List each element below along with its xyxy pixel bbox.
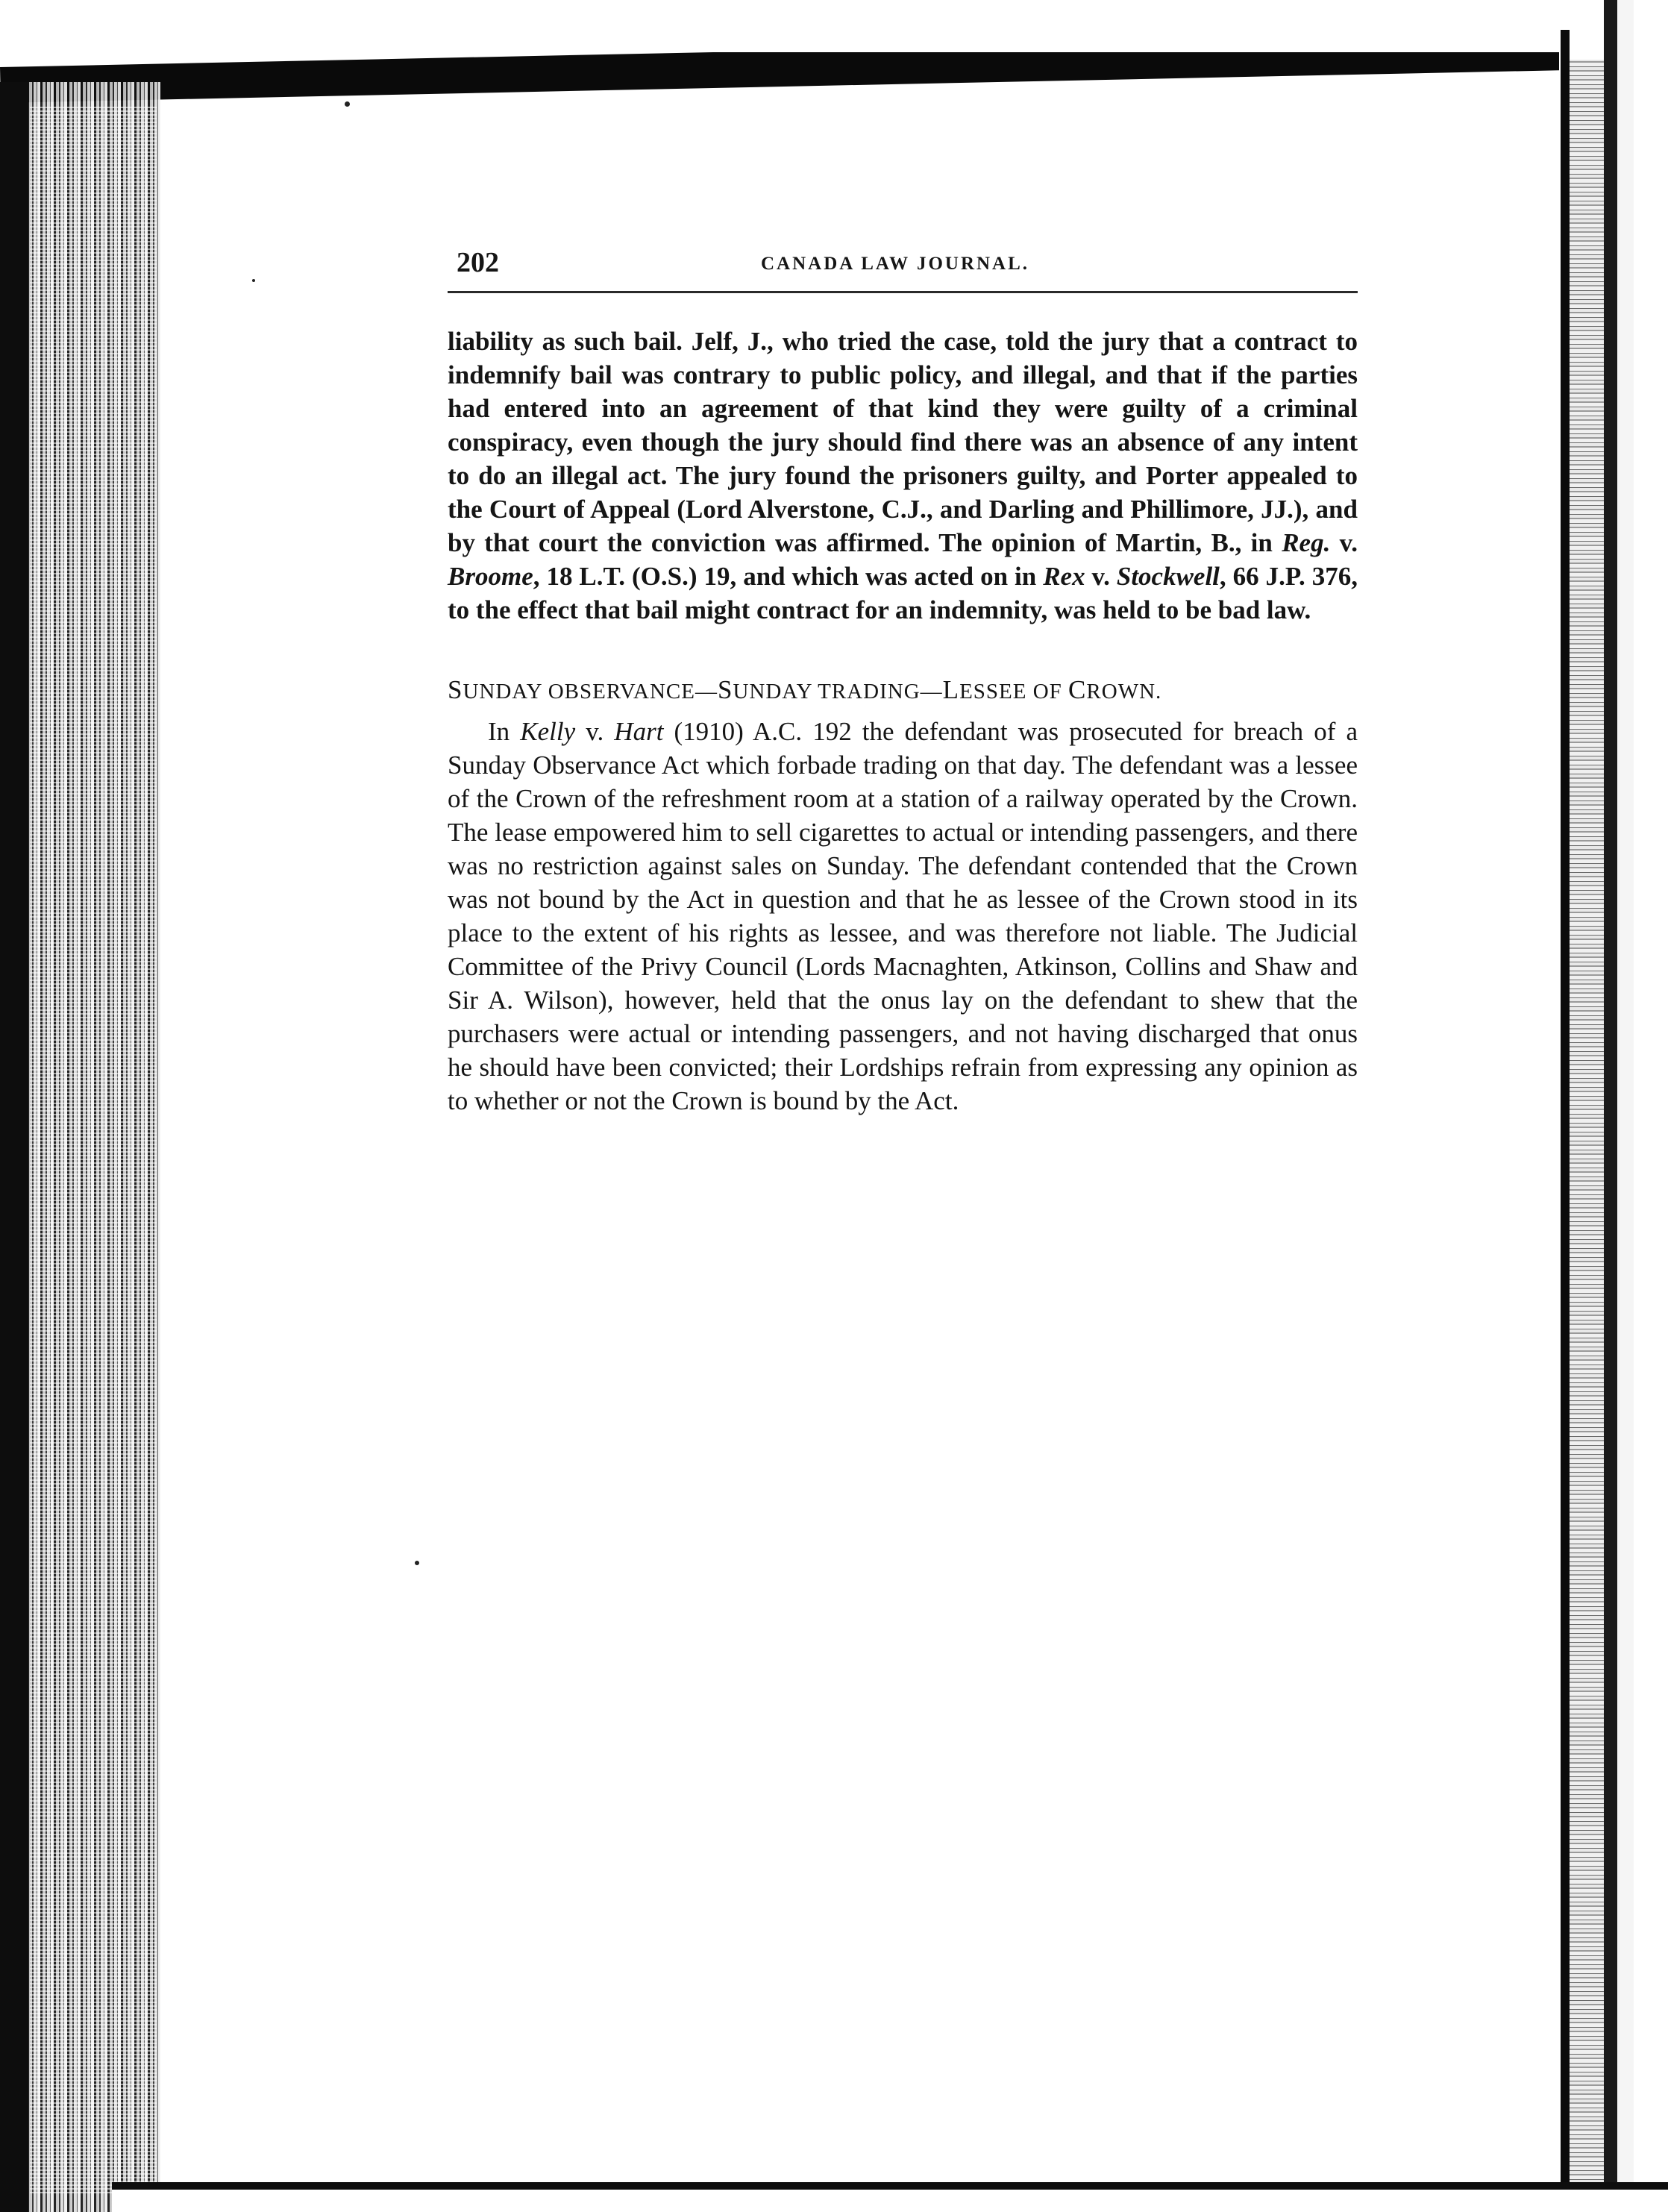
binding-texture [30, 104, 157, 2193]
heading-part: ROWN. [1086, 680, 1162, 704]
case-name: Rex [1043, 562, 1085, 591]
heading-dash: — [920, 680, 943, 704]
scan-top-margin [0, 0, 1668, 52]
heading-initial: S [448, 675, 463, 704]
speck-mark [252, 279, 255, 282]
speck-mark [415, 1561, 419, 1565]
heading-part: UNDAY TRADING [733, 680, 921, 704]
case-name: Broome [448, 562, 533, 591]
heading-initial: S [718, 675, 733, 704]
heading-initial: C [1068, 675, 1087, 704]
case-name: Kelly [520, 717, 576, 746]
case-name: Hart [614, 717, 664, 746]
paragraph-porter-case [448, 325, 1358, 627]
section-heading [448, 673, 1358, 709]
article-body [448, 325, 1358, 1118]
binding-shadow [0, 82, 28, 2212]
running-head [448, 246, 1358, 293]
journal-title: CANADA LAW JOURNAL. [761, 254, 1030, 274]
case-versus: v. [1330, 528, 1358, 557]
case-name: Reg. [1282, 528, 1331, 557]
heading-part: ESSEE OF [959, 680, 1069, 704]
scan-right-edge [1604, 0, 1634, 2212]
speck-mark [345, 101, 350, 107]
paragraph-text: , 18 L.T. (O.S.) 19, and which was acted on in [533, 562, 1044, 591]
scan-bottom-edge [112, 2182, 1668, 2212]
page-right-border [1561, 30, 1570, 2193]
heading-dash: — [695, 680, 718, 704]
page-stack-edge [1570, 60, 1604, 2193]
paragraph-text: In [488, 717, 521, 746]
heading-part: UNDAY OBSERVANCE [463, 680, 695, 704]
paragraph-text: (1910) A.C. 192 the defendant was prosecuted for breach of a Sunday Observance Act which forbade trading on that day. The defendant was a lessee of the Crown of the refreshment room at a station of a railway operated by the Crown. The lease empowered him to sell cigarettes to actual or intending passengers, and there was no restriction against sales on Sunday. The defendant contended that the Crown was not bound by the Act in question and that he as lessee of the Crown stood in its place to the extent of his rights as lessee, and was therefore not liable. The Judicial Committee of the Privy Council (Lords Macnaghten, Atkinson, Collins and Shaw and Sir A. Wilson), however, held that the onus lay on the defendant to shew that the purchasers were actual or intending passengers, and not having discharged that onus he should have been convicted; their Lordships refrain from expressing any opinion as to whether or not the Crown is bound by the Act. [448, 717, 1358, 1115]
case-versus: v. [1085, 562, 1117, 591]
case-versus: v. [575, 717, 615, 746]
heading-initial: L [942, 675, 960, 704]
paragraph-text: liability as such bail. Jelf, J., who tried the case, told the jury that a contract to indemnify bail was contrary to public policy, and illegal, and that if the parties had entered into an agreement of that kind they were guilty of a criminal conspiracy, even though the jury should find there was an absence of any intent to do an illegal act. The jury found the prisoners guilty, and Porter appealed to the Court of Appeal (Lord Alverstone, C.J., and Darling and Phillimore, JJ.), and by that court the conviction was affirmed. The opinion of Martin, B., in [448, 327, 1358, 557]
page-number: 202 [457, 247, 499, 278]
journal-page [448, 246, 1358, 1118]
paragraph-text: , 66 J.P. 376, to the effect that bail might contract for an indemnity, was held to be bad law. [448, 562, 1358, 624]
paragraph-kelly-v-hart [448, 715, 1358, 1118]
case-name: Stockwell [1116, 562, 1220, 591]
